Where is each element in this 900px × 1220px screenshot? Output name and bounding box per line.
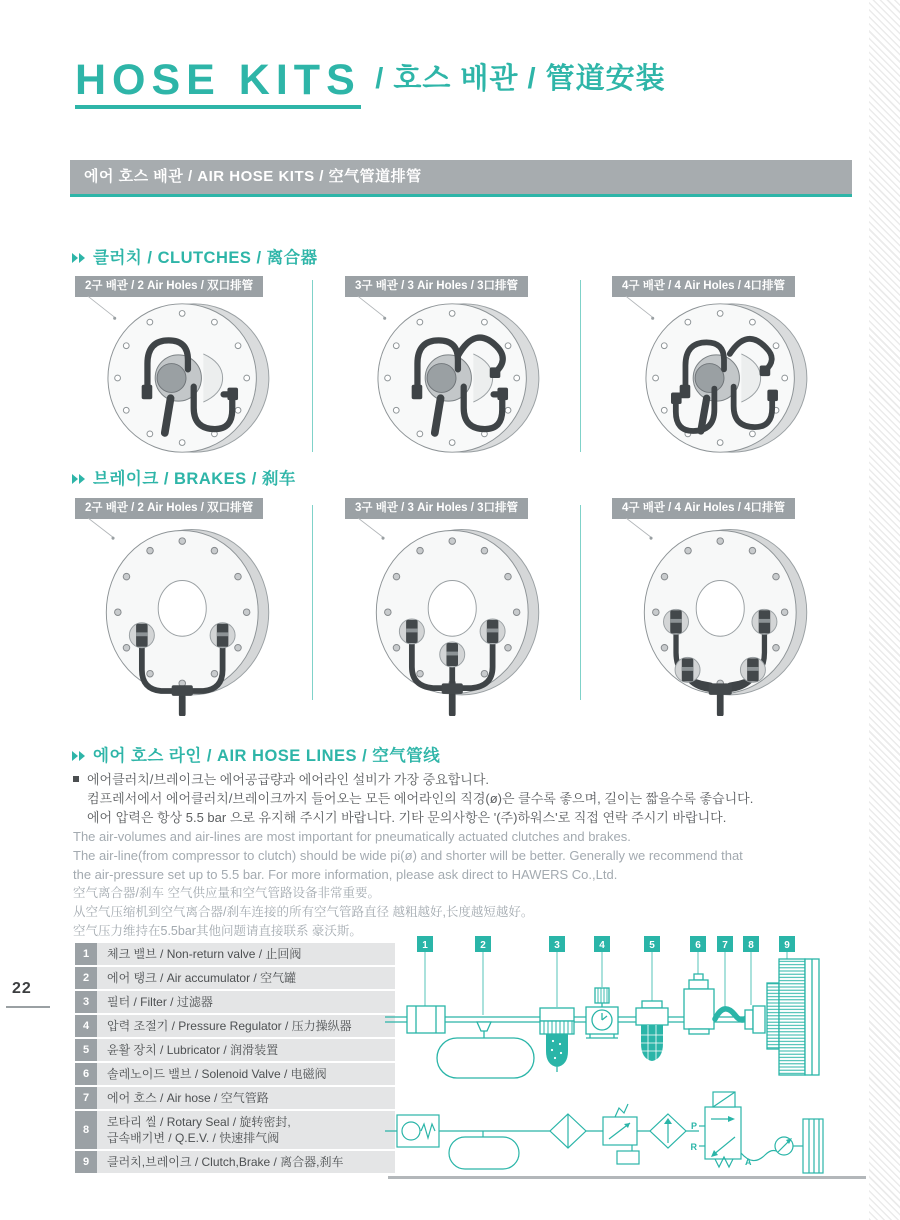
brake-4hole-illustration (620, 518, 832, 716)
svg-text:7: 7 (722, 940, 728, 951)
brake-variant-badge-3hole: 3구 배관 / 3 Air Holes / 3口排管 (345, 498, 528, 519)
brake-variant-badge-4hole: 4구 배관 / 4 Air Holes / 4口排管 (612, 498, 795, 519)
row-number: 1 (75, 943, 97, 965)
air-hose-lines-heading: 에어 호스 라인 / AIR HOSE LINES / 空气管线 (72, 742, 440, 766)
row-label: 윤활 장치 / Lubricator / 润滑装置 (107, 1043, 279, 1057)
brake-3hole-illustration (352, 518, 564, 716)
brakes-heading: 브레이크 / BRAKES / 刹车 (72, 465, 296, 489)
column-divider (580, 280, 581, 452)
svg-text:3: 3 (554, 940, 560, 951)
table-row (75, 943, 395, 965)
valve-port-a-label: A (745, 1157, 752, 1167)
row-number: 5 (75, 1039, 97, 1061)
clutch-variant-badge-4hole: 4구 배관 / 4 Air Holes / 4口排管 (612, 276, 795, 297)
row-label: 압력 조절기 / Pressure Regulator / 压力操纵器 (107, 1019, 352, 1033)
page-title (75, 56, 666, 109)
row-label: 필터 / Filter / 过滤器 (107, 995, 213, 1009)
paragraph-line: 空气压力维持在5.5bar其他问题请直接联系 豪沃斯。 (73, 924, 362, 938)
column-divider (312, 505, 313, 700)
page-number: 22 (12, 980, 32, 997)
row-label: 클러치,브레이크 / Clutch,Brake / 离合器,刹车 (107, 1155, 344, 1169)
paragraph-line: The air-line(from compressor to clutch) should be wide pi(ø) and shorter will be better. Generally we recommend that (73, 848, 743, 863)
clutch-variant-badge-3hole: 3구 배관 / 3 Air Holes / 3口排管 (345, 276, 528, 297)
table-row (75, 1015, 395, 1037)
brake-2hole-illustration (82, 518, 294, 716)
paragraph-line: 空气离合器/刹车 空气供应量和空气管路设备非常重要。 (73, 886, 380, 900)
row-label: 솔레노이드 밸브 / Solenoid Valve / 电磁阀 (107, 1067, 327, 1081)
clutches-heading: 클러치 / CLUTCHES / 离合器 (72, 244, 318, 268)
paragraph-line: 에어클러치/브레이크는 에어공급량과 에어라인 설비가 가장 중요합니다. (87, 772, 490, 787)
row-number: 3 (75, 991, 97, 1013)
paragraph-line: 에어 압력은 항상 5.5 bar 으로 유지해 주시기 바랍니다. 기타 문의사항은 '(주)하워스'로 직접 연락 주시기 바랍니다. (87, 810, 727, 825)
svg-text:8: 8 (748, 940, 754, 951)
row-number: 8 (75, 1111, 97, 1149)
table-row (75, 1063, 395, 1085)
column-divider (312, 280, 313, 452)
page-title-english: HOSE KITS (75, 59, 361, 109)
svg-text:2: 2 (480, 940, 486, 951)
row-label: 로타리 씰 / Rotary Seal / 旋转密封, (107, 1115, 291, 1129)
clutch-4hole-illustration (618, 296, 830, 460)
paragraph-line: 从空气压缩机到空气离合器/刹车连接的所有空气管路直径 越粗越好,长度越短越好。 (73, 905, 534, 919)
callout-markers (417, 936, 795, 952)
valve-port-r-label: R (690, 1142, 697, 1152)
table-row (75, 1039, 395, 1061)
table-row (75, 967, 395, 989)
section-marker-icon (72, 470, 86, 489)
clutch-3hole-illustration (350, 296, 562, 460)
row-label: 체크 밸브 / Non-return valve / 止回阀 (107, 947, 302, 961)
table-row (75, 991, 395, 1013)
air-hose-lines-paragraph (73, 770, 793, 941)
bullet-square-icon (73, 776, 79, 782)
svg-text:5: 5 (649, 940, 655, 951)
pneumatic-line-schematic (383, 931, 870, 1181)
table-row (75, 1151, 395, 1173)
valve-port-p-label: P (690, 1121, 697, 1131)
bottom-divider (388, 1176, 866, 1179)
legend-table (75, 943, 395, 1175)
row-number: 4 (75, 1015, 97, 1037)
right-hatch-strip (869, 0, 900, 1220)
column-divider (580, 505, 581, 700)
table-row (75, 1087, 395, 1109)
svg-text:6: 6 (695, 940, 701, 951)
row-label: 에어 탱크 / Air accumulator / 空气罐 (107, 971, 297, 985)
clutch-2hole-illustration (80, 296, 292, 460)
row-number: 2 (75, 967, 97, 989)
page-title-translations: / 호스 배관 / 管道安装 (375, 63, 666, 95)
row-label-line2: 급속배기변 / Q.E.V. / 快速排气阀 (107, 1131, 280, 1145)
row-number: 7 (75, 1087, 97, 1109)
svg-text:9: 9 (784, 940, 790, 951)
paragraph-line: The air-volumes and air-lines are most important for pneumatically actuated clutches and brakes. (73, 829, 631, 844)
section-header-bar: 에어 호스 배관 / AIR HOSE KITS / 空气管道排管 (70, 160, 852, 197)
paragraph-line: 컴프레서에서 에어클러치/브레이크까지 들어오는 모든 에어라인의 직경(ø)은 클수록 좋으며, 길이는 짧을수록 좋습니다. (87, 791, 754, 806)
row-number: 6 (75, 1063, 97, 1085)
svg-text:1: 1 (422, 940, 428, 951)
paragraph-line: the air-pressure set up to 5.5 bar. For more information, please ask direct to HAWERS Co.,Ltd. (73, 867, 618, 882)
section-marker-icon (72, 249, 86, 268)
section-marker-icon (72, 747, 86, 766)
clutch-variant-badge-2hole: 2구 배관 / 2 Air Holes / 双口排管 (75, 276, 263, 297)
row-number: 9 (75, 1151, 97, 1173)
page-number-rule (6, 1006, 50, 1008)
row-label: 에어 호스 / Air hose / 空气管路 (107, 1091, 269, 1105)
table-row (75, 1111, 395, 1149)
svg-text:4: 4 (599, 940, 605, 951)
brake-variant-badge-2hole: 2구 배관 / 2 Air Holes / 双口排管 (75, 498, 263, 519)
